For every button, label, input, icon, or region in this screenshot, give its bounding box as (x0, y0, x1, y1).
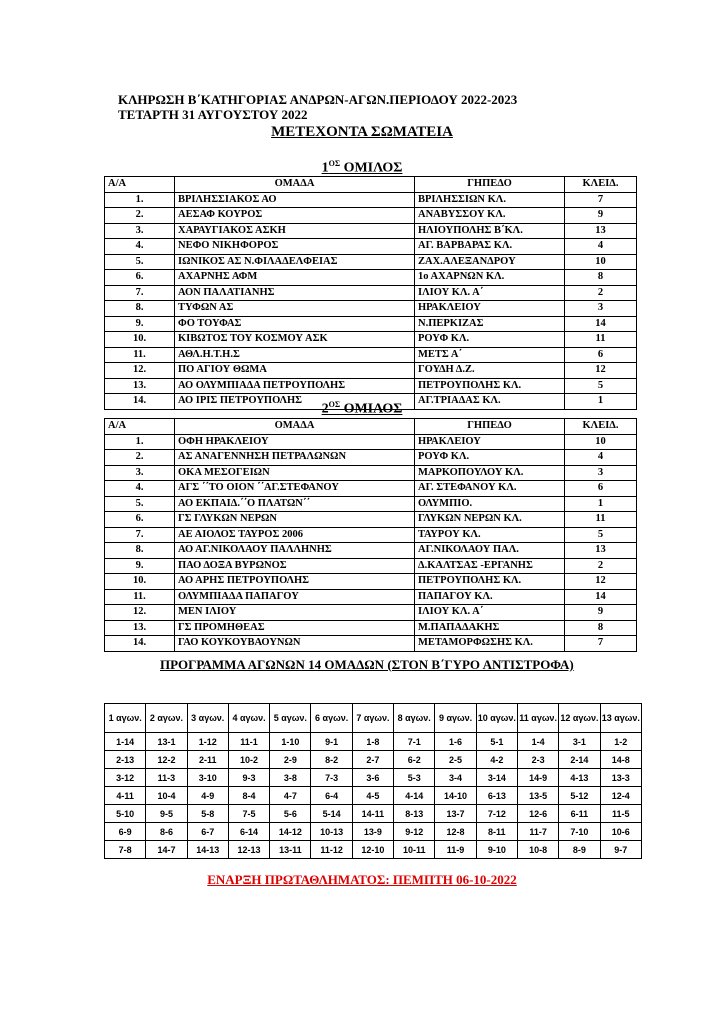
schedule-row (105, 769, 642, 787)
team-name: ΑΕ ΑΙΟΛΟΣ ΤΑΥΡΟΣ 2006 (175, 527, 415, 543)
match-cell: 14-8 (600, 751, 641, 769)
row-number: 8. (105, 301, 175, 317)
field-name: ΡΟΥΦ ΚΛ. (415, 450, 565, 466)
match-cell: 14-11 (352, 805, 393, 823)
match-cell: 3-4 (435, 769, 476, 787)
field-name: ΜΕΤΑΜΟΡΦΩΣΗΣ ΚΛ. (415, 636, 565, 652)
field-name: ΤΑΥΡΟΥ ΚΛ. (415, 527, 565, 543)
schedule-row (105, 751, 642, 769)
match-cell: 11-5 (600, 805, 641, 823)
round-header: 10 αγων. (476, 704, 517, 733)
field-name: ΟΛΥΜΠΙΟ. (415, 496, 565, 512)
match-cell: 5-3 (394, 769, 435, 787)
table-row (105, 605, 637, 621)
match-cell: 7-1 (394, 733, 435, 751)
match-cell: 5-1 (476, 733, 517, 751)
match-cell: 7-10 (559, 823, 600, 841)
match-cell: 9-5 (146, 805, 187, 823)
schedule-row (105, 841, 642, 859)
match-cell: 8-2 (311, 751, 352, 769)
draw-key: 12 (565, 363, 637, 379)
round-header: 9 αγων. (435, 704, 476, 733)
match-cell: 11-7 (517, 823, 558, 841)
draw-key: 6 (565, 481, 637, 497)
field-name: Ν.ΠΕΡΚΙΖΑΣ (415, 316, 565, 332)
draw-key: 6 (565, 347, 637, 363)
match-cell: 3-14 (476, 769, 517, 787)
row-number: 1. (105, 434, 175, 450)
match-cell: 13-9 (352, 823, 393, 841)
match-cell: 12-2 (146, 751, 187, 769)
match-cell: 14-10 (435, 787, 476, 805)
match-cell: 3-10 (187, 769, 228, 787)
team-name: ΦΟ ΤΟΥΦΑΣ (175, 316, 415, 332)
round-header: 4 αγων. (228, 704, 269, 733)
table-row (105, 496, 637, 512)
field-name: ΗΡΑΚΛΕΙΟΥ (415, 434, 565, 450)
draw-key: 8 (565, 620, 637, 636)
table-row (105, 301, 637, 317)
team-name: ΟΦΗ ΗΡΑΚΛΕΙΟΥ (175, 434, 415, 450)
match-cell: 14-12 (270, 823, 311, 841)
match-cell: 1-6 (435, 733, 476, 751)
match-cell: 2-11 (187, 751, 228, 769)
match-cell: 1-14 (105, 733, 146, 751)
round-header: 7 αγων. (352, 704, 393, 733)
col-team: ΟΜΑΔΑ (175, 177, 415, 193)
draw-key: 10 (565, 254, 637, 270)
draw-key: 2 (565, 285, 637, 301)
field-name: ΑΓ. ΒΑΡΒΑΡΑΣ ΚΛ. (415, 239, 565, 255)
match-cell: 11-1 (228, 733, 269, 751)
team-name: ΜΕΝ ΙΛΙΟΥ (175, 605, 415, 621)
match-cell: 12-4 (600, 787, 641, 805)
team-name: ΑΟ ΕΚΠΑΙΔ.΄΄Ο ΠΛΑΤΩΝ΄΄ (175, 496, 415, 512)
draw-key: 14 (565, 316, 637, 332)
round-header: 3 αγων. (187, 704, 228, 733)
header-line-2: ΤΕΤΑΡΤΗ 31 ΑΥΓΟΥΣΤΟΥ 2022 (118, 107, 308, 122)
draw-key: 4 (565, 239, 637, 255)
team-name: ΑΟ ΑΓ.ΝΙΚΟΛΑΟΥ ΠΑΛΛΗΝΗΣ (175, 543, 415, 559)
draw-key: 11 (565, 332, 637, 348)
match-cell: 12-8 (435, 823, 476, 841)
match-cell: 12-10 (352, 841, 393, 859)
team-name: ΙΩΝΙΚΟΣ ΑΣ Ν.ΦΙΛΑΔΕΛΦΕΙΑΣ (175, 254, 415, 270)
match-cell: 11-3 (146, 769, 187, 787)
draw-key: 5 (565, 378, 637, 394)
round-header: 8 αγων. (394, 704, 435, 733)
match-cell: 9-3 (228, 769, 269, 787)
draw-key: 5 (565, 527, 637, 543)
field-name: ΑΓ.ΝΙΚΟΛΑΟΥ ΠΑΛ. (415, 543, 565, 559)
match-cell: 5-12 (559, 787, 600, 805)
table-row (105, 434, 637, 450)
table-row (105, 543, 637, 559)
table-row (105, 192, 637, 208)
draw-key: 7 (565, 636, 637, 652)
field-name: ΗΡΑΚΛΕΙΟΥ (415, 301, 565, 317)
table-row (105, 481, 637, 497)
match-cell: 6-13 (476, 787, 517, 805)
table-row (105, 270, 637, 286)
match-cell: 1-8 (352, 733, 393, 751)
match-cell: 9-1 (311, 733, 352, 751)
col-aa: Α/Α (105, 419, 175, 435)
draw-key: 7 (565, 192, 637, 208)
match-cell: 4-9 (187, 787, 228, 805)
team-name: ΑΟ ΟΛΥΜΠΙΑΔΑ ΠΕΤΡΟΥΠΟΛΗΣ (175, 378, 415, 394)
match-cell: 5-8 (187, 805, 228, 823)
match-cell: 8-13 (394, 805, 435, 823)
group1-title: $1^{O\Sigma}$ ΟΜΙΛΟΣ (321, 159, 403, 176)
match-cell: 13-11 (270, 841, 311, 859)
match-cell: 13-5 (517, 787, 558, 805)
row-number: 7. (105, 285, 175, 301)
schedule-row (105, 733, 642, 751)
schedule-header-row (105, 704, 642, 733)
draw-key: 9 (565, 208, 637, 224)
team-name: ΟΛΥΜΠΙΑΔΑ ΠΑΠΑΓΟΥ (175, 589, 415, 605)
row-number: 11. (105, 589, 175, 605)
field-name: Μ.ΠΑΠΑΔΑΚΗΣ (415, 620, 565, 636)
row-number: 5. (105, 254, 175, 270)
field-name: ΓΛΥΚΩΝ ΝΕΡΩΝ ΚΛ. (415, 512, 565, 528)
match-cell: 2-5 (435, 751, 476, 769)
match-cell: 6-4 (311, 787, 352, 805)
row-number: 6. (105, 512, 175, 528)
match-cell: 12-13 (228, 841, 269, 859)
table-row (105, 512, 637, 528)
match-cell: 4-11 (105, 787, 146, 805)
match-cell: 8-6 (146, 823, 187, 841)
row-number: 13. (105, 620, 175, 636)
table-row (105, 254, 637, 270)
match-cell: 6-14 (228, 823, 269, 841)
team-name: ΓΣ ΠΡΟΜΗΘΕΑΣ (175, 620, 415, 636)
match-cell: 13-7 (435, 805, 476, 823)
table-row (105, 589, 637, 605)
row-number: 12. (105, 363, 175, 379)
col-key: ΚΛΕΙΔ. (565, 419, 637, 435)
draw-key: 2 (565, 558, 637, 574)
field-name: ΓΟΥΔΗ Δ.Ζ. (415, 363, 565, 379)
round-header: 12 αγων. (559, 704, 600, 733)
match-cell: 7-12 (476, 805, 517, 823)
header-line-1: ΚΛΗΡΩΣΗ Β΄ΚΑΤΗΓΟΡΙΑΣ ΑΝΔΡΩΝ-ΑΓΩΝ.ΠΕΡΙΟΔΟΥ 2022-2023 (118, 92, 518, 107)
match-cell: 2-13 (105, 751, 146, 769)
row-number: 10. (105, 332, 175, 348)
team-name: ΑΟΝ ΠΑΛΑΤΙΑΝΗΣ (175, 285, 415, 301)
table-row (105, 558, 637, 574)
table-row (105, 378, 637, 394)
match-cell: 10-11 (394, 841, 435, 859)
team-name: ΑΕΣΑΦ ΚΟΥΡΟΣ (175, 208, 415, 224)
match-cell: 2-14 (559, 751, 600, 769)
row-number: 8. (105, 543, 175, 559)
table-row (105, 208, 637, 224)
match-cell: 11-9 (435, 841, 476, 859)
field-name: ΠΑΠΑΓΟΥ ΚΛ. (415, 589, 565, 605)
draw-key: 8 (565, 270, 637, 286)
match-cell: 10-13 (311, 823, 352, 841)
round-header: 2 αγων. (146, 704, 187, 733)
team-name: ΟΚΑ ΜΕΣΟΓΕΙΩΝ (175, 465, 415, 481)
match-cell: 5-14 (311, 805, 352, 823)
match-cell: 7-8 (105, 841, 146, 859)
row-number: 1. (105, 192, 175, 208)
match-cell: 10-8 (517, 841, 558, 859)
match-cell: 8-11 (476, 823, 517, 841)
row-number: 7. (105, 527, 175, 543)
col-team: ΟΜΑΔΑ (175, 419, 415, 435)
round-header: 11 αγων. (517, 704, 558, 733)
schedule-row (105, 805, 642, 823)
field-name: ΖΑΧ.ΑΛΕΞΑΝΔΡΟΥ (415, 254, 565, 270)
row-number: 6. (105, 270, 175, 286)
match-cell: 4-2 (476, 751, 517, 769)
field-name: 1ο ΑΧΑΡΝΩΝ ΚΛ. (415, 270, 565, 286)
team-name: ΝΕΦΟ ΝΙΚΗΦΟΡΟΣ (175, 239, 415, 255)
table-row (105, 316, 637, 332)
row-number: 4. (105, 239, 175, 255)
field-name: ΑΓ.ΤΡΙΑΔΑΣ ΚΛ. (415, 394, 565, 410)
match-cell: 10-4 (146, 787, 187, 805)
row-number: 9. (105, 558, 175, 574)
col-field: ΓΗΠΕΔΟ (415, 177, 565, 193)
match-cell: 4-7 (270, 787, 311, 805)
field-name: Δ.ΚΑΛΤΣΑΣ -ΕΡΓΑΝΗΣ (415, 558, 565, 574)
match-cell: 4-14 (394, 787, 435, 805)
team-name: ΧΑΡΑΥΓΙΑΚΟΣ ΑΣΚΗ (175, 223, 415, 239)
row-number: 3. (105, 223, 175, 239)
match-cell: 3-8 (270, 769, 311, 787)
match-cell: 6-9 (105, 823, 146, 841)
match-cell: 1-4 (517, 733, 558, 751)
match-cell: 10-6 (600, 823, 641, 841)
draw-key: 12 (565, 574, 637, 590)
round-header: 6 αγων. (311, 704, 352, 733)
match-cell: 1-10 (270, 733, 311, 751)
team-name: ΤΥΦΩΝ ΑΣ (175, 301, 415, 317)
table-row (105, 223, 637, 239)
row-number: 10. (105, 574, 175, 590)
row-number: 2. (105, 208, 175, 224)
field-name: ΡΟΥΦ ΚΛ. (415, 332, 565, 348)
field-name: ΗΛΙΟΥΠΟΛΗΣ Β΄ΚΛ. (415, 223, 565, 239)
col-field: ΓΗΠΕΔΟ (415, 419, 565, 435)
team-name: ΑΓΣ ΄΄ΤΟ ΟΙΟΝ ΄΄ΑΓ.ΣΤΕΦΑΝΟΥ (175, 481, 415, 497)
match-cell: 8-4 (228, 787, 269, 805)
match-cell: 14-13 (187, 841, 228, 859)
group1-table (104, 176, 637, 410)
match-cell: 6-11 (559, 805, 600, 823)
team-name: ΑΣ ΑΝΑΓΕΝΝΗΣΗ ΠΕΤΡΑΛΩΝΩΝ (175, 450, 415, 466)
match-cell: 8-9 (559, 841, 600, 859)
team-name: ΒΡΙΛΗΣΣΙΑΚΟΣ ΑΟ (175, 192, 415, 208)
team-name: ΓΣ ΓΛΥΚΩΝ ΝΕΡΩΝ (175, 512, 415, 528)
match-cell: 1-12 (187, 733, 228, 751)
table-row (105, 620, 637, 636)
schedule-title: ΠΡΟΓΡΑΜΜΑ ΑΓΩΝΩΝ 14 ΟΜΑΔΩΝ (ΣΤΟΝ Β΄ΓΥΡΟ ΑΝΤΙΣΤΡΟΦΑ) (160, 657, 574, 672)
match-cell: 9-7 (600, 841, 641, 859)
field-name: ΜΕΤΣ Α΄ (415, 347, 565, 363)
row-number: 14. (105, 636, 175, 652)
match-cell: 2-7 (352, 751, 393, 769)
match-cell: 9-12 (394, 823, 435, 841)
match-cell: 6-2 (394, 751, 435, 769)
draw-key: 11 (565, 512, 637, 528)
row-number: 13. (105, 378, 175, 394)
table-row (105, 636, 637, 652)
table-row (105, 465, 637, 481)
field-name: ΑΓ. ΣΤΕΦΑΝΟΥ ΚΛ. (415, 481, 565, 497)
row-number: 12. (105, 605, 175, 621)
round-header: 1 αγων. (105, 704, 146, 733)
team-name: ΓΑΟ ΚΟΥΚΟΥΒΑΟΥΝΩΝ (175, 636, 415, 652)
draw-key: 13 (565, 223, 637, 239)
draw-key: 3 (565, 301, 637, 317)
draw-key: 13 (565, 543, 637, 559)
match-cell: 3-1 (559, 733, 600, 751)
col-aa: Α/Α (105, 177, 175, 193)
draw-key: 3 (565, 465, 637, 481)
page-title: ΜΕΤΕΧΟΝΤΑ ΣΩΜΑΤΕΙΑ (271, 124, 453, 140)
field-name: ΙΛΙΟΥ ΚΛ. Α΄ (415, 605, 565, 621)
team-name: ΑΘΛ.Η.Τ.Η.Σ (175, 347, 415, 363)
field-name: ΠΕΤΡΟΥΠΟΛΗΣ ΚΛ. (415, 574, 565, 590)
team-name: ΑΟ ΑΡΗΣ ΠΕΤΡΟΥΠΟΛΗΣ (175, 574, 415, 590)
row-number: 3. (105, 465, 175, 481)
schedule-table (104, 703, 642, 859)
field-name: ΑΝΑΒΥΣΣΟΥ ΚΛ. (415, 208, 565, 224)
match-cell: 2-3 (517, 751, 558, 769)
match-cell: 13-3 (600, 769, 641, 787)
match-cell: 14-9 (517, 769, 558, 787)
team-name: ΠΑΟ ΔΟΞΑ ΒΥΡΩΝΟΣ (175, 558, 415, 574)
group2-table (104, 418, 637, 652)
team-name: ΑΧΑΡΝΗΣ ΑΦΜ (175, 270, 415, 286)
row-number: 9. (105, 316, 175, 332)
match-cell: 7-3 (311, 769, 352, 787)
match-cell: 4-5 (352, 787, 393, 805)
round-header: 5 αγων. (270, 704, 311, 733)
draw-key: 14 (565, 589, 637, 605)
field-name: ΜΑΡΚΟΠΟΥΛΟΥ ΚΛ. (415, 465, 565, 481)
table-row (105, 285, 637, 301)
team-name: ΚΙΒΩΤΟΣ ΤΟΥ ΚΟΣΜΟΥ ΑΣΚ (175, 332, 415, 348)
row-number: 11. (105, 347, 175, 363)
table-row (105, 450, 637, 466)
team-name: ΠΟ ΑΓΙΟΥ ΘΩΜΑ (175, 363, 415, 379)
match-cell: 12-6 (517, 805, 558, 823)
draw-key: 10 (565, 434, 637, 450)
match-cell: 3-12 (105, 769, 146, 787)
row-number: 5. (105, 496, 175, 512)
schedule-row (105, 787, 642, 805)
match-cell: 6-7 (187, 823, 228, 841)
row-number: 4. (105, 481, 175, 497)
match-cell: 2-9 (270, 751, 311, 769)
group2-title: $2^{O\Sigma}$ ΟΜΙΛΟΣ (321, 400, 403, 417)
round-header: 13 αγων. (600, 704, 641, 733)
field-name: ΠΕΤΡΟΥΠΟΛΗΣ ΚΛ. (415, 378, 565, 394)
match-cell: 13-1 (146, 733, 187, 751)
match-cell: 3-6 (352, 769, 393, 787)
draw-key: 1 (565, 394, 637, 410)
match-cell: 7-5 (228, 805, 269, 823)
match-cell: 5-6 (270, 805, 311, 823)
draw-key: 4 (565, 450, 637, 466)
table-row (105, 574, 637, 590)
season-start: ΕΝΑΡΞΗ ΠΡΩΤΑΘΛΗΜΑΤΟΣ: ΠΕΜΠΤΗ 06-10-2022 (207, 872, 517, 887)
table-row (105, 347, 637, 363)
team-name: ΑΟ ΙΡΙΣ ΠΕΤΡΟΥΠΟΛΗΣ (175, 394, 415, 410)
schedule-row (105, 823, 642, 841)
draw-key: 9 (565, 605, 637, 621)
draw-key: 1 (565, 496, 637, 512)
table-row (105, 363, 637, 379)
match-cell: 11-12 (311, 841, 352, 859)
match-cell: 5-10 (105, 805, 146, 823)
table-row (105, 239, 637, 255)
field-name: ΒΡΙΛΗΣΣΙΩΝ ΚΛ. (415, 192, 565, 208)
col-key: ΚΛΕΙΔ. (565, 177, 637, 193)
table-row (105, 332, 637, 348)
match-cell: 10-2 (228, 751, 269, 769)
match-cell: 4-13 (559, 769, 600, 787)
match-cell: 1-2 (600, 733, 641, 751)
table-row (105, 527, 637, 543)
match-cell: 14-7 (146, 841, 187, 859)
field-name: ΙΛΙΟΥ ΚΛ. Α΄ (415, 285, 565, 301)
match-cell: 9-10 (476, 841, 517, 859)
row-number: 14. (105, 394, 175, 410)
row-number: 2. (105, 450, 175, 466)
